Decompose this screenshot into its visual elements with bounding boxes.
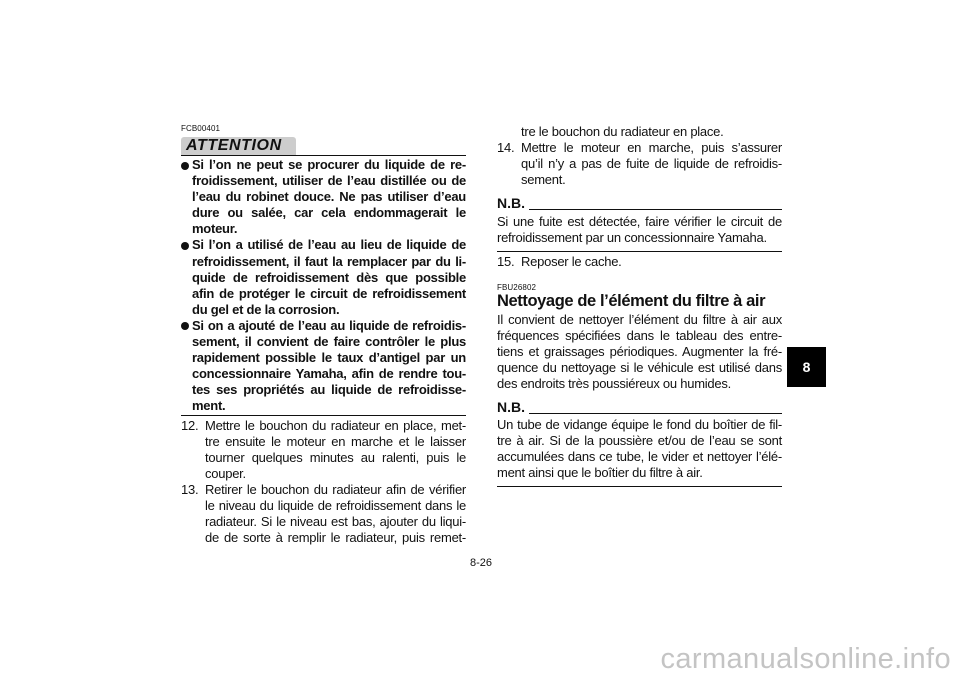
text-line: de de sorte à remplir le radiateur, puis remet- (205, 529, 466, 545)
note-label: N.B. (497, 195, 525, 211)
attention-bottom-rule (181, 415, 466, 416)
text-line: tre à air. Si de la poussière et/ou de l’eau se sont (497, 432, 782, 448)
text-line: Un tube de vidange équipe le fond du boîtier de fil- (497, 416, 782, 432)
text-line: rapidement possible le taux d’antigel par un (192, 350, 466, 366)
text-line: dure ou salée, car cela endommagerait le (192, 205, 466, 221)
attention-bullet-list (181, 157, 466, 415)
text-line: des endroits très poussiéreux ou humides. (497, 375, 731, 391)
text-line: Il convient de nettoyer l’élément du filtre à air aux (497, 311, 782, 327)
procedure-steps-right (497, 124, 782, 188)
attention-top-rule (181, 155, 466, 156)
chapter-tab-number: 8 (802, 359, 811, 375)
text-line: qu’il n’y a pas de fuite de liquide de refroidis- (521, 156, 782, 171)
text-line: ment. (192, 398, 226, 414)
note-bottom-rule (497, 251, 782, 252)
text-line: le niveau du liquide de refroidissement dans le (205, 497, 466, 513)
step-14 (497, 140, 782, 188)
step-13 (181, 482, 466, 546)
attention-label-box (181, 137, 296, 155)
text-line: ment ainsi que le boîtier du filtre à air. (497, 464, 703, 480)
section-reference-code: FBU26802 (497, 283, 537, 292)
step-number: 14. (497, 140, 515, 155)
text-line: tre ensuite le moteur en marche et le laisser (205, 433, 466, 449)
text-line: accumulées dans ce tube, le vider et nettoyer l’élé- (497, 448, 782, 464)
text-line: Mettre le moteur en marche, puis s’assurer (521, 140, 782, 155)
section-heading: Nettoyage de l’élément du filtre à air (497, 292, 766, 310)
text-line: radiateur. Si le niveau est bas, ajouter du liqui- (205, 513, 466, 529)
text-line: couper. (205, 465, 246, 481)
section-paragraph (497, 312, 782, 392)
text-line: Si une fuite est détectée, faire vérifier le circuit de (497, 214, 782, 229)
text-line: Si l’on ne peut se procurer du liquide de re- (192, 157, 466, 172)
attention-bullet-item (181, 318, 466, 415)
chapter-tab (787, 347, 826, 387)
procedure-steps-left (181, 418, 466, 546)
attention-label: ATTENTION (186, 137, 282, 154)
page-number: 8-26 (469, 557, 493, 569)
step-number: 13. (181, 481, 199, 497)
attention-bullet-item (181, 157, 466, 237)
step-number: 15. (497, 253, 515, 269)
text-line: refroidissement par un concessionnaire Yamaha. (497, 230, 767, 245)
procedure-step-15 (497, 254, 782, 270)
text-line: tourner quelques minutes au ralenti, puis le (205, 449, 466, 465)
attention-bullet-item (181, 237, 466, 317)
step-12 (181, 418, 466, 482)
text-line: moteur. (192, 221, 238, 237)
bullet-icon (181, 242, 189, 250)
text-line: froidissement, utiliser de l’eau distillée ou de (192, 173, 466, 189)
step-15 (497, 254, 782, 270)
text-line: Si l’on a utilisé de l’eau au lieu de liquide de (192, 237, 466, 253)
text-line: du gel et de la corrosion. (192, 301, 340, 317)
attention-reference-code: FCB00401 (181, 124, 221, 133)
text-line: tre le bouchon du radiateur en place. (521, 124, 724, 139)
text-line: Mettre le bouchon du radiateur en place, met- (205, 417, 466, 433)
text-line: l’eau du robinet douce. Ne pas utiliser d’eau (192, 189, 466, 205)
text-line: quide de refroidissement dès que possible (192, 269, 466, 285)
text-line: Reposer le cache. (521, 253, 622, 269)
text-line: refroidissement, il faut la remplacer par du li- (192, 253, 466, 269)
bullet-icon (181, 322, 189, 330)
note-body (497, 417, 782, 481)
note-label: N.B. (497, 399, 525, 415)
step-13-continued (497, 124, 782, 140)
text-line: Retirer le bouchon du radiateur afin de vérifier (205, 481, 466, 497)
text-line: afin de protéger le circuit de refroidissement (192, 285, 466, 301)
watermark: carmanualsonline.info (660, 643, 951, 675)
bullet-icon (181, 162, 189, 170)
text-line: fréquences spécifiées dans le tableau des entre- (497, 327, 782, 343)
text-line: Si on a ajouté de l’eau au liquide de refroidis- (192, 317, 466, 333)
text-line: sement. (521, 172, 566, 187)
text-line: sement, il convient de faire contrôler le plus (192, 334, 466, 350)
note-top-rule (529, 209, 782, 210)
text-line: concessionnaire Yamaha, afin de rendre tou- (192, 366, 466, 382)
text-line: tiens et graissages périodiques. Augmenter la fré- (497, 343, 782, 359)
note-bottom-rule (497, 486, 782, 487)
text-line: tes ses propriétés au liquide de refroidisse- (192, 382, 466, 398)
note-top-rule (529, 413, 782, 414)
note-body (497, 214, 782, 246)
text-line: quence du nettoyage si le véhicule est utilisé dans (497, 359, 782, 375)
step-number: 12. (181, 417, 199, 433)
